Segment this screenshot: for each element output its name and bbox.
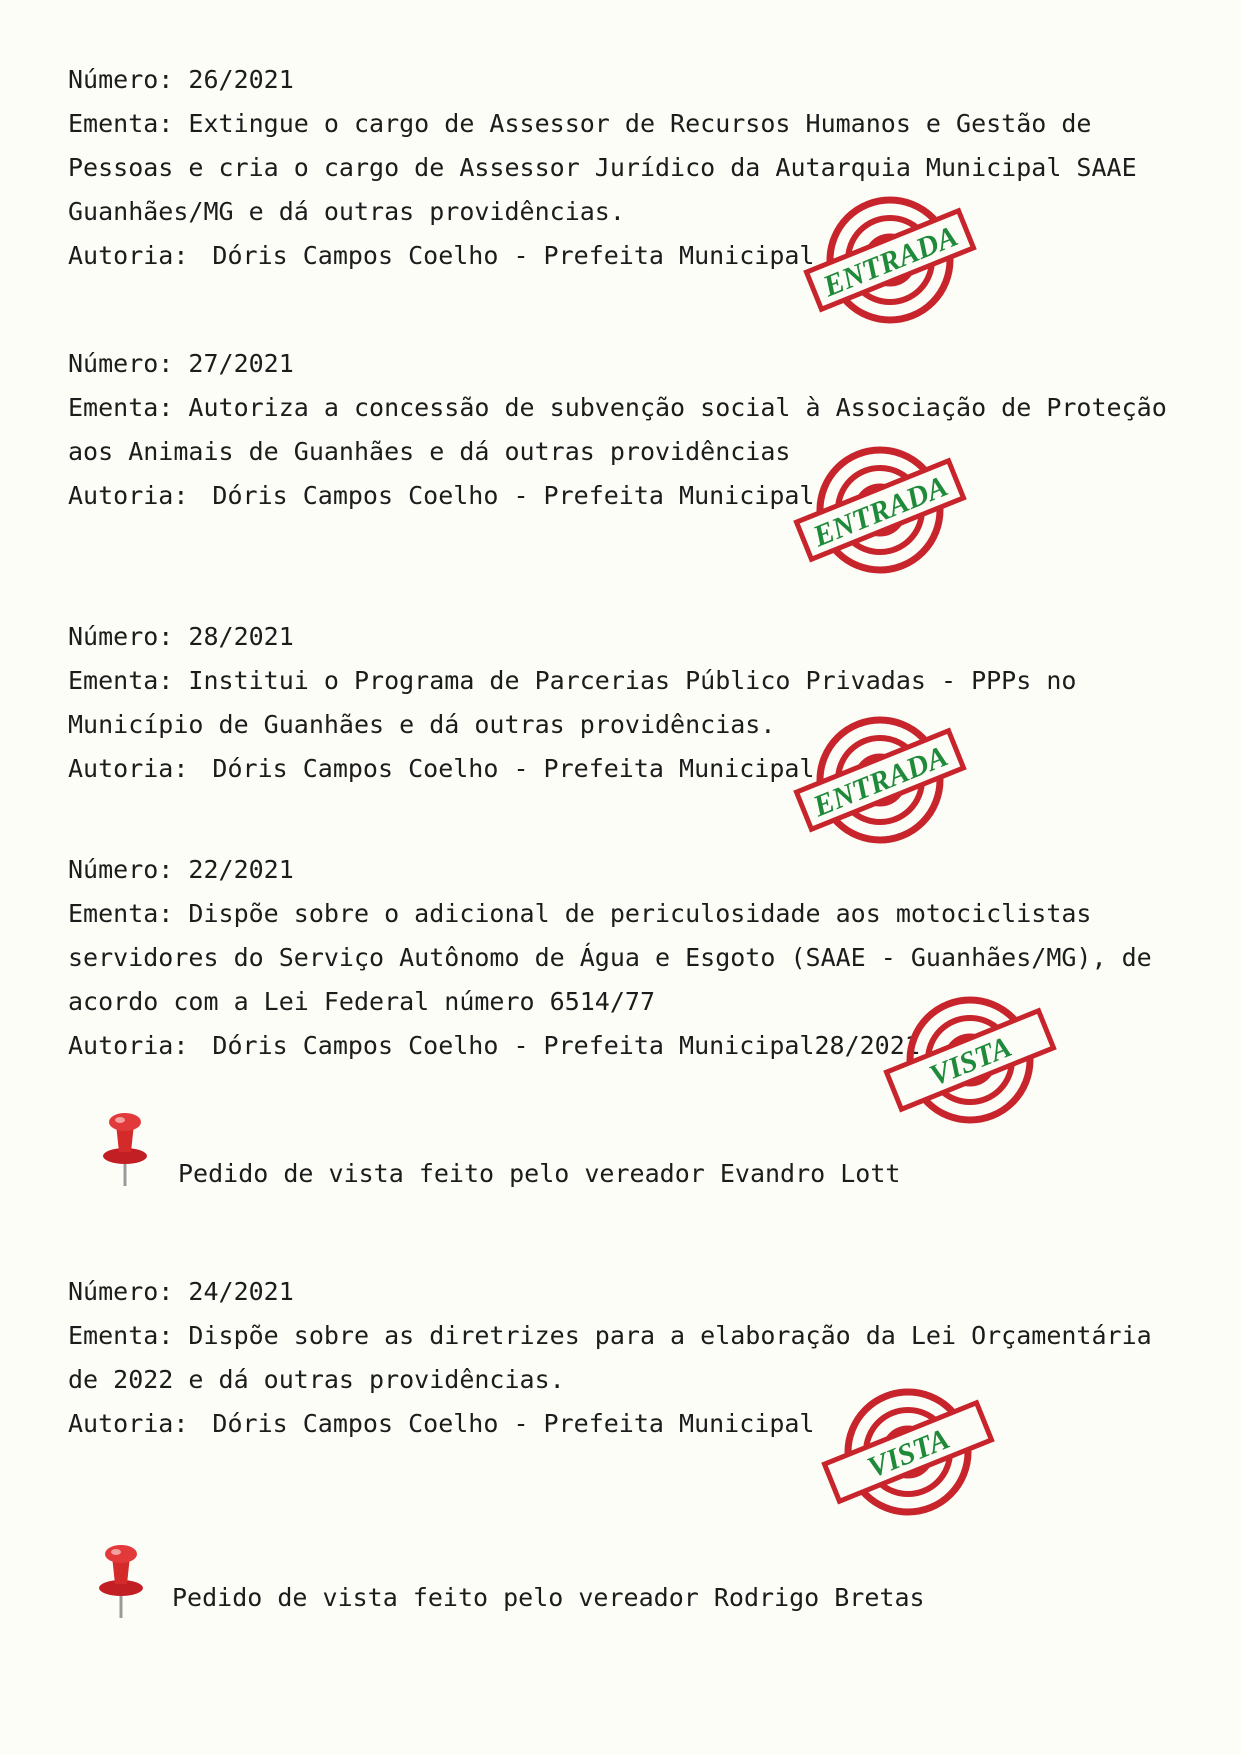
stamp-label: ENTRADA <box>808 469 953 554</box>
entrada-stamp <box>780 710 980 850</box>
autoria-label: Autoria: <box>68 754 189 783</box>
autoria-value: Dóris Campos Coelho - Prefeita Municipal <box>212 481 815 510</box>
autoria-label: Autoria: <box>68 1031 189 1060</box>
pushpin-icon <box>98 1108 152 1188</box>
entry-ementa: Ementa: Dispõe sobre as diretrizes para a elaboração da Lei Orçamentária de 2022 e dá outras providências. <box>68 1321 1152 1394</box>
stamp-label: VISTA <box>862 1422 955 1485</box>
pushpin-icon <box>94 1540 148 1620</box>
vista-stamp <box>870 990 1070 1130</box>
entrada-stamp <box>780 440 980 580</box>
entry-ementa: Ementa: Institui o Programa de Parcerias Público Privadas - PPPs no Município de Guanhães e dá outras providências. <box>68 666 1077 739</box>
stamp-label: ENTRADA <box>808 739 953 824</box>
vista-stamp <box>808 1382 1008 1522</box>
vista-note: Pedido de vista feito pelo vereador Evandro Lott <box>178 1159 901 1188</box>
autoria-value: Dóris Campos Coelho - Prefeita Municipal <box>212 241 815 270</box>
entry-ementa: Ementa: Dispõe sobre o adicional de periculosidade aos motociclistas servidores do Serviço Autônomo de Água e Esgoto (SAAE - Guanhães/MG), de acordo com a Lei Federal número 6514/77 <box>68 899 1152 1016</box>
entry-number: Número: 27/2021 <box>68 349 294 378</box>
entry-ementa: Ementa: Autoriza a concessão de subvenção social à Associação de Proteção aos Animais de Guanhães e dá outras providências <box>68 393 1167 466</box>
entry-24-2021 <box>68 1270 1178 1446</box>
entrada-stamp <box>790 190 990 330</box>
entry-ementa: Ementa: Extingue o cargo de Assessor de Recursos Humanos e Gestão de Pessoas e cria o cargo de Assessor Jurídico da Autarquia Municipal SAAE Guanhães/MG e dá outras providências. <box>68 109 1137 226</box>
autoria-value: Dóris Campos Coelho - Prefeita Municipal28/2021 <box>212 1031 920 1060</box>
entry-autoria <box>68 474 1178 518</box>
entry-number: Número: 26/2021 <box>68 65 294 94</box>
entry-autoria <box>68 234 1178 278</box>
autoria-label: Autoria: <box>68 241 189 270</box>
autoria-label: Autoria: <box>68 1409 189 1438</box>
entry-number: Número: 22/2021 <box>68 855 294 884</box>
entry-number: Número: 24/2021 <box>68 1277 294 1306</box>
entry-27-2021 <box>68 342 1178 518</box>
entry-28-2021 <box>68 615 1178 791</box>
entry-autoria <box>68 1402 1178 1446</box>
stamp-label: VISTA <box>924 1030 1017 1093</box>
autoria-value: Dóris Campos Coelho - Prefeita Municipal <box>212 1409 815 1438</box>
vista-note: Pedido de vista feito pelo vereador Rodrigo Bretas <box>172 1583 925 1612</box>
autoria-label: Autoria: <box>68 481 189 510</box>
autoria-value: Dóris Campos Coelho - Prefeita Municipal <box>212 754 815 783</box>
entry-number: Número: 28/2021 <box>68 622 294 651</box>
entry-autoria <box>68 747 1178 791</box>
entry-26-2021 <box>68 58 1178 278</box>
stamp-label: ENTRADA <box>818 219 963 304</box>
